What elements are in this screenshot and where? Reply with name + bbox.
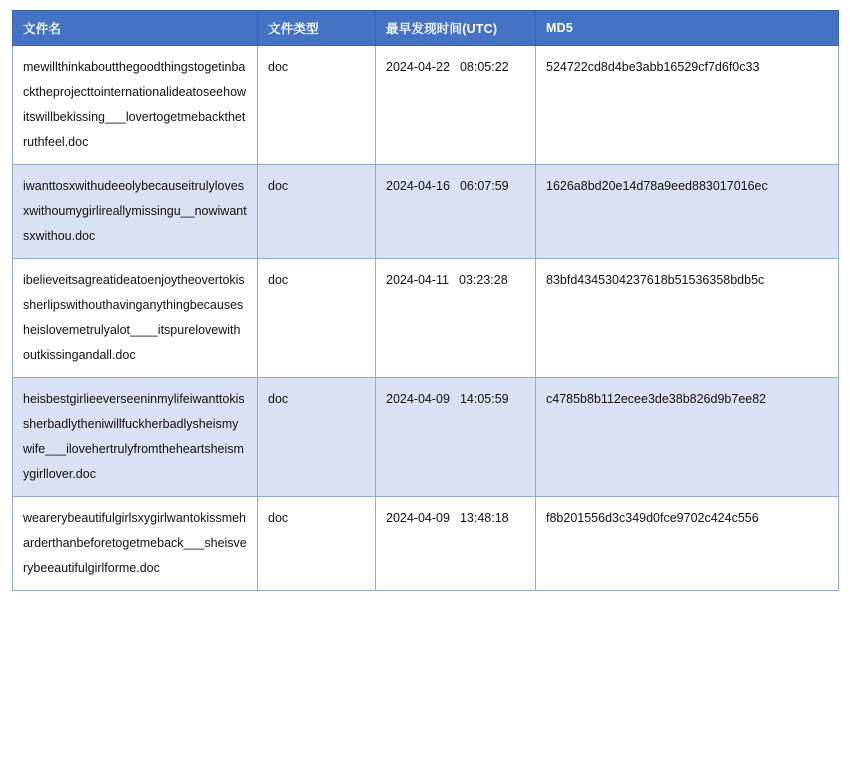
cell-filetype: doc [258, 378, 376, 497]
cell-md5: 524722cd8d4be3abb16529cf7d6f0c33 [536, 46, 839, 165]
cell-filename: iwanttosxwithudeeolybecauseitrulylovesxwithoumygirlireallymissingu__nowiwantsxwithou.doc [13, 165, 258, 259]
cell-first-seen-time [376, 46, 536, 165]
cell-filename: wearerybeautifulgirlsxygirlwantokissmeharderthanbeforetogetmeback___sheisverybeeautifulgirlforme.doc [13, 497, 258, 591]
cell-first-seen-time [376, 259, 536, 378]
cell-first-seen-time [376, 165, 536, 259]
table-row[interactable] [13, 378, 839, 497]
table-row[interactable] [13, 497, 839, 591]
table-header-row [13, 11, 839, 46]
table-header [13, 11, 839, 46]
column-header-md5[interactable]: MD5 [536, 11, 839, 46]
cell-time: 06:07:59 [459, 179, 509, 193]
cell-first-seen-time [376, 378, 536, 497]
cell-filetype: doc [258, 259, 376, 378]
cell-time: 03:23:28 [459, 273, 508, 287]
cell-filetype: doc [258, 46, 376, 165]
cell-date: 2024-04-09 [386, 511, 450, 525]
cell-filename: ibelieveitsagreatideatoenjoytheovertokissherlipswithouthavinganythingbecausesheislovemetrulyalot____itspurelovewithoutkissingandall.doc [13, 259, 258, 378]
cell-md5: 1626a8bd20e14d78a9eed883017016ec [536, 165, 839, 259]
cell-date: 2024-04-11 [386, 273, 450, 287]
cell-date: 2024-04-22 [386, 60, 450, 74]
table-row[interactable] [13, 46, 839, 165]
cell-md5: 83bfd4345304237618b51536358bdb5c [536, 259, 839, 378]
cell-first-seen-time [376, 497, 536, 591]
cell-md5: f8b201556d3c349d0fce9702c424c556 [536, 497, 839, 591]
cell-filetype: doc [258, 165, 376, 259]
cell-filetype: doc [258, 497, 376, 591]
table-row[interactable] [13, 259, 839, 378]
column-header-first-seen-time[interactable]: 最早发现时间(UTC) [376, 11, 536, 46]
cell-filename: mewillthinkaboutthegoodthingstogetinbacktheprojecttointernationalideatoseehowitswillbekissing___lovertogetmebackthetruthfeel.doc [13, 46, 258, 165]
table-row[interactable] [13, 165, 839, 259]
cell-filename: heisbestgirlieeverseeninmylifeiwanttokissherbadlytheniwillfuckherbadlysheismywife___ilovehertrulyfromtheheartsheismygirllover.doc [13, 378, 258, 497]
cell-md5: c4785b8b112ecee3de38b826d9b7ee82 [536, 378, 839, 497]
file-table [12, 10, 839, 591]
cell-date: 2024-04-16 [386, 179, 450, 193]
column-header-filename[interactable]: 文件名 [13, 11, 258, 46]
cell-time: 08:05:22 [459, 60, 509, 74]
column-header-filetype[interactable]: 文件类型 [258, 11, 376, 46]
cell-date: 2024-04-09 [386, 392, 450, 406]
table-body [13, 46, 839, 591]
cell-time: 13:48:18 [459, 511, 509, 525]
cell-time: 14:05:59 [459, 392, 509, 406]
